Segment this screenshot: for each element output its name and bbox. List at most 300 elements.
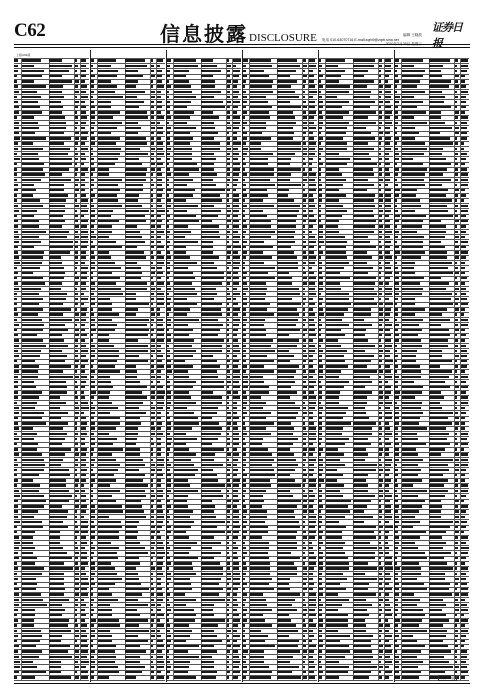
table-cell-text <box>394 282 399 284</box>
table-cell-text <box>242 355 245 357</box>
table-cell-text <box>326 433 343 435</box>
table-cell-text <box>242 474 247 476</box>
table-cell-text <box>309 256 316 258</box>
table-cell-text <box>303 277 307 279</box>
table-cell-text <box>151 293 154 295</box>
table-cell-text <box>98 329 115 331</box>
table-cell-text <box>429 205 446 207</box>
table-cell-text <box>394 101 398 103</box>
table-cell-text <box>233 329 239 331</box>
table-cell-text <box>326 536 343 538</box>
table-cell-text <box>81 345 86 347</box>
table-cell-text <box>75 583 79 585</box>
table-cell-text <box>90 391 95 393</box>
table-cell-text <box>394 158 398 160</box>
table-cell-text <box>242 500 245 502</box>
table-cell-text <box>157 593 163 595</box>
table-cell-text <box>394 75 397 77</box>
table-cell-text <box>174 542 197 544</box>
table-cell-text <box>303 184 305 186</box>
table-cell-text <box>98 464 120 466</box>
table-cell-text <box>242 531 246 533</box>
table-cell-text <box>385 614 392 616</box>
table-cell-text <box>303 656 307 658</box>
table-cell-text <box>394 661 398 663</box>
table-cell-text <box>14 635 18 637</box>
table-cell-text <box>250 443 262 445</box>
table-cell-text <box>81 173 85 175</box>
table-cell-text <box>151 350 155 352</box>
table-cell-text <box>166 339 171 341</box>
table-cell-text <box>318 453 321 455</box>
table-cell-text <box>201 542 221 544</box>
table-cell-text <box>394 137 399 139</box>
table-cell-text <box>250 308 268 310</box>
table-cell-text <box>166 676 168 678</box>
table-cell-text <box>353 236 368 238</box>
table-cell-text <box>250 500 264 502</box>
table-cell-text <box>326 417 344 419</box>
table-row <box>242 680 317 681</box>
table-cell-text <box>227 427 230 429</box>
table-cell-text <box>81 464 86 466</box>
table-cell-text <box>98 153 120 155</box>
table-cell-text <box>455 142 458 144</box>
table-cell-text <box>303 272 306 274</box>
table-cell-text <box>75 526 78 528</box>
table-cell-text <box>277 547 297 549</box>
table-cell-text <box>394 542 399 544</box>
table-cell-text <box>353 148 374 150</box>
table-cell-text <box>98 588 110 590</box>
table-cell-text <box>14 417 17 419</box>
table-cell-text <box>157 163 164 165</box>
table-cell-text <box>201 417 212 419</box>
table-cell-text <box>14 122 19 124</box>
table-cell-text <box>394 381 398 383</box>
table-cell-text <box>326 640 341 642</box>
table-cell-text <box>455 619 459 621</box>
table-cell-text <box>326 479 338 481</box>
table-cell-text <box>250 303 271 305</box>
table-cell-text <box>166 562 171 564</box>
table-cell-text <box>250 210 264 212</box>
table-cell-text <box>309 101 316 103</box>
table-cell-text <box>353 516 372 518</box>
table-cell-text <box>166 313 169 315</box>
table-cell-text <box>201 422 219 424</box>
table-cell-text <box>303 640 307 642</box>
table-cell-text <box>22 521 42 523</box>
table-cell-text <box>75 70 77 72</box>
table-cell-text <box>22 168 43 170</box>
table-cell-text <box>81 516 85 518</box>
table-cell-text <box>227 293 231 295</box>
table-cell-text <box>379 173 382 175</box>
table-cell-text <box>227 484 231 486</box>
table-cell-text <box>318 588 322 590</box>
table-cell-text <box>461 464 468 466</box>
table-cell-text <box>151 298 154 300</box>
table-cell-text <box>166 101 170 103</box>
table-cell-text <box>309 516 317 518</box>
table-cell-text <box>402 91 426 93</box>
table-cell-text <box>22 189 37 191</box>
table-cell-text <box>353 277 376 279</box>
table-cell-text <box>250 583 269 585</box>
table-cell-text <box>277 433 293 435</box>
table-cell-text <box>81 593 88 595</box>
table-cell-text <box>318 495 322 497</box>
table-cell-text <box>98 542 111 544</box>
table-cell-text <box>14 588 19 590</box>
table-cell-text <box>318 80 321 82</box>
table-cell-text <box>174 381 196 383</box>
table-cell-text <box>242 116 245 118</box>
table-cell-text <box>250 469 275 471</box>
table-cell-text <box>394 671 398 673</box>
table-cell-text <box>201 303 222 305</box>
table-cell-text <box>157 396 164 398</box>
table-cell-text <box>379 381 382 383</box>
table-cell-text <box>125 106 138 108</box>
table-cell-text <box>318 661 320 663</box>
table-cell-text <box>157 75 162 77</box>
table-cell-text <box>461 635 467 637</box>
table-cell-text <box>157 645 165 647</box>
table-cell-text <box>75 324 77 326</box>
table-cell-text <box>429 262 452 264</box>
table-cell-text <box>125 85 136 87</box>
table-cell-text <box>318 85 323 87</box>
table-cell-text <box>174 536 190 538</box>
table-cell-text <box>49 80 72 82</box>
table-cell-text <box>201 59 213 61</box>
table-cell-text <box>394 277 399 279</box>
table-cell-text <box>250 80 273 82</box>
table-cell-text <box>14 241 19 243</box>
table-cell-text <box>455 199 457 201</box>
table-cell-text <box>90 516 95 518</box>
table-cell-text <box>379 552 383 554</box>
table-cell-text <box>402 168 427 170</box>
table-cell-text <box>49 293 67 295</box>
table-cell-text <box>318 490 322 492</box>
table-cell-text <box>233 453 239 455</box>
table-cell-text <box>379 593 382 595</box>
table-cell-text <box>242 277 246 279</box>
table-cell-text <box>242 614 246 616</box>
table-cell-text <box>461 106 466 108</box>
table-cell-text <box>326 604 343 606</box>
table-cell-text <box>309 562 316 564</box>
table-cell-text <box>250 386 269 388</box>
table-cell-text <box>125 288 146 290</box>
table-cell-text <box>233 650 238 652</box>
table-row <box>90 680 165 681</box>
table-cell-text <box>250 521 266 523</box>
table-cell-text <box>98 402 113 404</box>
table-cell-text <box>353 345 374 347</box>
table-cell-text <box>461 303 469 305</box>
table-cell-text <box>318 308 322 310</box>
table-cell-text <box>353 391 371 393</box>
table-cell-text <box>461 567 468 569</box>
table-cell-text <box>242 313 245 315</box>
table-cell-text <box>318 116 323 118</box>
table-cell-text <box>14 148 17 150</box>
table-cell-text <box>277 645 298 647</box>
table-cell-text <box>318 676 322 678</box>
table-cell-text <box>90 578 93 580</box>
table-cell-text <box>242 676 245 678</box>
table-cell-text <box>394 448 398 450</box>
table-cell-text <box>326 251 346 253</box>
table-cell-text <box>309 381 317 383</box>
table-cell-text <box>233 666 239 668</box>
table-cell-text <box>303 552 305 554</box>
table-cell-text <box>151 604 155 606</box>
table-cell-text <box>81 443 85 445</box>
table-cell-text <box>98 246 123 248</box>
table-cell-text <box>379 137 382 139</box>
table-cell-text <box>318 303 321 305</box>
table-cell-text <box>379 106 381 108</box>
table-cell-text <box>81 282 86 284</box>
table-cell-text <box>250 75 269 77</box>
table-cell-text <box>151 65 155 67</box>
table-cell-text <box>233 536 239 538</box>
table-cell-text <box>14 91 18 93</box>
table-cell-text <box>318 516 322 518</box>
table-cell-text <box>14 640 17 642</box>
table-cell-text <box>242 671 246 673</box>
table-cell-text <box>318 650 322 652</box>
table-cell-text <box>309 173 316 175</box>
table-cell-text <box>455 75 459 77</box>
table-cell-text <box>318 396 322 398</box>
table-cell-text <box>385 422 389 424</box>
table-cell-text <box>318 619 322 621</box>
table-cell-text <box>49 194 68 196</box>
table-cell-text <box>250 402 266 404</box>
table-cell-text <box>326 111 350 113</box>
table-cell-text <box>379 526 383 528</box>
table-cell-text <box>309 350 315 352</box>
table-cell-text <box>81 370 85 372</box>
table-cell-text <box>22 386 37 388</box>
table-cell-text <box>233 583 241 585</box>
table-cell-text <box>394 251 399 253</box>
table-cell-text <box>151 132 154 134</box>
table-cell-text <box>318 350 322 352</box>
table-cell-text <box>75 355 79 357</box>
table-cell-text <box>174 370 189 372</box>
table-cell-text <box>166 199 171 201</box>
table-cell-text <box>318 334 321 336</box>
table-cell-text <box>455 158 457 160</box>
table-cell-text <box>379 345 382 347</box>
table-cell-text <box>14 137 19 139</box>
table-cell-text <box>157 205 163 207</box>
table-cell-text <box>385 132 390 134</box>
table-cell-text <box>461 645 465 647</box>
table-cell-text <box>49 262 62 264</box>
table-cell-text <box>75 231 78 233</box>
table-cell-text <box>429 412 453 414</box>
table-cell-text <box>125 116 148 118</box>
table-cell-text <box>151 609 154 611</box>
table-cell-text <box>81 588 87 590</box>
table-cell-text <box>250 490 266 492</box>
table-cell-text <box>242 583 247 585</box>
table-cell-text <box>461 526 466 528</box>
table-cell-text <box>379 313 383 315</box>
table-cell-text <box>81 70 87 72</box>
table-cell-text <box>49 313 63 315</box>
table-cell-text <box>98 645 116 647</box>
table-cell-text <box>318 614 321 616</box>
table-cell-text <box>98 671 119 673</box>
table-cell-text <box>125 645 139 647</box>
table-cell-text <box>277 526 299 528</box>
table-cell-text <box>22 148 43 150</box>
table-cell-text <box>125 220 145 222</box>
table-cell-text <box>98 484 110 486</box>
table-cell-text <box>90 635 95 637</box>
table-cell-text <box>125 101 143 103</box>
table-cell-text <box>174 355 194 357</box>
table-cell-text <box>49 593 64 595</box>
table-cell-text <box>353 282 375 284</box>
table-cell-text <box>318 101 322 103</box>
table-cell-text <box>81 303 85 305</box>
contact-line: 电话 010-63070716 E-mail:zqrb9@zqrb.sina.net <box>322 37 399 42</box>
table-cell-text <box>125 552 148 554</box>
table-cell-text <box>242 334 246 336</box>
table-cell-text <box>157 70 162 72</box>
table-cell-text <box>14 552 18 554</box>
table-cell-text <box>49 640 61 642</box>
table-cell-text <box>429 666 453 668</box>
table-cell-text <box>455 298 459 300</box>
table-cell-text <box>353 464 376 466</box>
table-cell-text <box>429 288 446 290</box>
table-cell-text <box>303 334 305 336</box>
table-cell-text <box>125 500 141 502</box>
table-cell-text <box>379 604 382 606</box>
table-cell-text <box>125 521 139 523</box>
table-cell-text <box>98 396 110 398</box>
table-cell-text <box>201 370 217 372</box>
table-cell-text <box>326 614 348 616</box>
table-cell-text <box>98 583 116 585</box>
table-cell-text <box>81 619 85 621</box>
table-cell-text <box>233 531 239 533</box>
table-cell-text <box>303 671 306 673</box>
table-cell-text <box>429 552 451 554</box>
table-cell-text <box>318 567 323 569</box>
table-cell-text <box>318 557 322 559</box>
table-cell-text <box>125 676 136 678</box>
table-cell-text <box>98 438 118 440</box>
table-cell-text <box>90 505 94 507</box>
table-cell-text <box>22 70 44 72</box>
table-cell-text <box>81 142 85 144</box>
table-cell-text <box>75 376 79 378</box>
table-cell-text <box>14 562 16 564</box>
table-cell-text <box>394 391 399 393</box>
table-cell-text <box>353 604 372 606</box>
table-cell-text <box>233 391 238 393</box>
table-cell-text <box>429 339 448 341</box>
table-cell-text <box>402 630 427 632</box>
table-cell-text <box>227 578 231 580</box>
table-cell-text <box>151 402 154 404</box>
table-cell-text <box>461 542 466 544</box>
table-cell-text <box>174 184 188 186</box>
table-cell-text <box>385 599 389 601</box>
table-cell-text <box>157 360 162 362</box>
table-cell-text <box>157 635 161 637</box>
table-cell-text <box>98 168 110 170</box>
table-cell-text <box>22 360 35 362</box>
table-cell-text <box>242 350 246 352</box>
table-cell-text <box>174 75 186 77</box>
table-cell-text <box>233 417 239 419</box>
table-cell-text <box>353 438 368 440</box>
table-cell-text <box>233 293 240 295</box>
table-cell-text <box>22 656 39 658</box>
table-cell-text <box>242 199 245 201</box>
table-cell-text <box>151 500 154 502</box>
table-cell-text <box>461 75 465 77</box>
table-cell-text <box>90 236 95 238</box>
table-cell-text <box>379 132 383 134</box>
table-cell-text <box>166 370 171 372</box>
table-cell-text <box>75 345 78 347</box>
table-cell-text <box>303 205 306 207</box>
table-cell-text <box>385 329 390 331</box>
table-cell-text <box>157 256 165 258</box>
table-cell-text <box>353 308 370 310</box>
table-cell-text <box>242 443 246 445</box>
table-cell-text <box>75 194 77 196</box>
table-cell-text <box>353 526 375 528</box>
table-cell-text <box>174 142 191 144</box>
table-cell-text <box>233 614 239 616</box>
table-cell-text <box>353 676 369 678</box>
table-cell-text <box>90 500 92 502</box>
table-cell-text <box>125 542 139 544</box>
table-cell-text <box>385 215 390 217</box>
table-cell-text <box>379 412 382 414</box>
table-cell-text <box>81 319 86 321</box>
table-cell-text <box>461 531 465 533</box>
table-cell-text <box>309 510 315 512</box>
table-cell-text <box>227 619 230 621</box>
table-cell-text <box>75 225 79 227</box>
table-cell-text <box>326 396 340 398</box>
table-cell-text <box>22 194 33 196</box>
table-cell-text <box>22 334 38 336</box>
table-cell-text <box>166 526 170 528</box>
table-cell-text <box>402 599 420 601</box>
table-cell-text <box>49 526 68 528</box>
table-cell-text <box>318 158 321 160</box>
table-cell-text <box>227 215 230 217</box>
table-cell-text <box>326 500 351 502</box>
